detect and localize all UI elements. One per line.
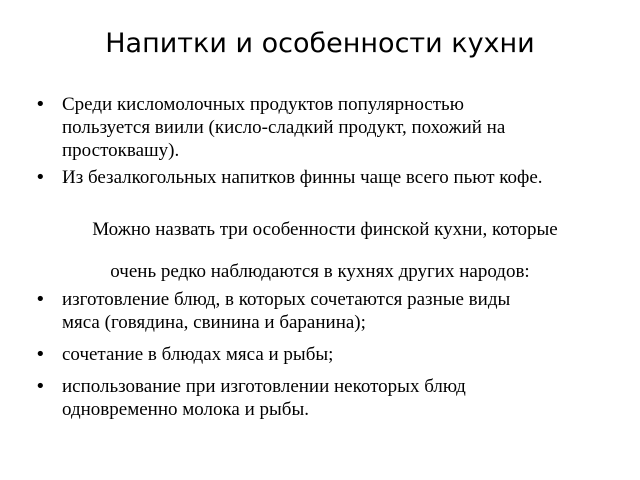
bullet-item-mixed-meat	[0, 288, 640, 334]
bullet-text: использование при изготовлении некоторых блюд одновременно молока и рыбы.	[62, 376, 466, 420]
bottom-bullet-list	[0, 288, 640, 430]
bullet-icon: •	[35, 344, 46, 365]
bullet-item-coffee	[0, 166, 640, 189]
intro-line-2: очень редко наблюдаются в кухнях других народов:	[110, 261, 530, 282]
bullet-item-milk-fish	[0, 375, 640, 421]
slide-title: Напитки и особенности кухни	[105, 28, 535, 59]
bullet-icon: •	[35, 167, 46, 188]
bullet-text: изготовление блюд, в которых сочетаются разные виды мяса (говядина, свинина и баранина);	[62, 289, 511, 333]
bullet-text: сочетание в блюдах мяса и рыбы;	[62, 344, 334, 365]
bullet-icon: •	[35, 376, 46, 397]
top-bullet-list	[0, 93, 640, 189]
bullet-icon: •	[35, 289, 46, 310]
bullet-item-kefir	[0, 93, 640, 162]
bullet-text: Из безалкогольных напитков финны чаще всего пьют кофе.	[62, 167, 543, 188]
intro-line-1: Можно назвать три особенности финской кухни, которые	[92, 219, 558, 240]
bullet-text: Среди кисломолочных продуктов популярностью пользуется виили (кисло-сладкий продукт, похожий на простоквашу).	[62, 94, 506, 161]
bullet-icon: •	[35, 94, 46, 115]
bullet-item-meat-fish	[0, 343, 640, 366]
